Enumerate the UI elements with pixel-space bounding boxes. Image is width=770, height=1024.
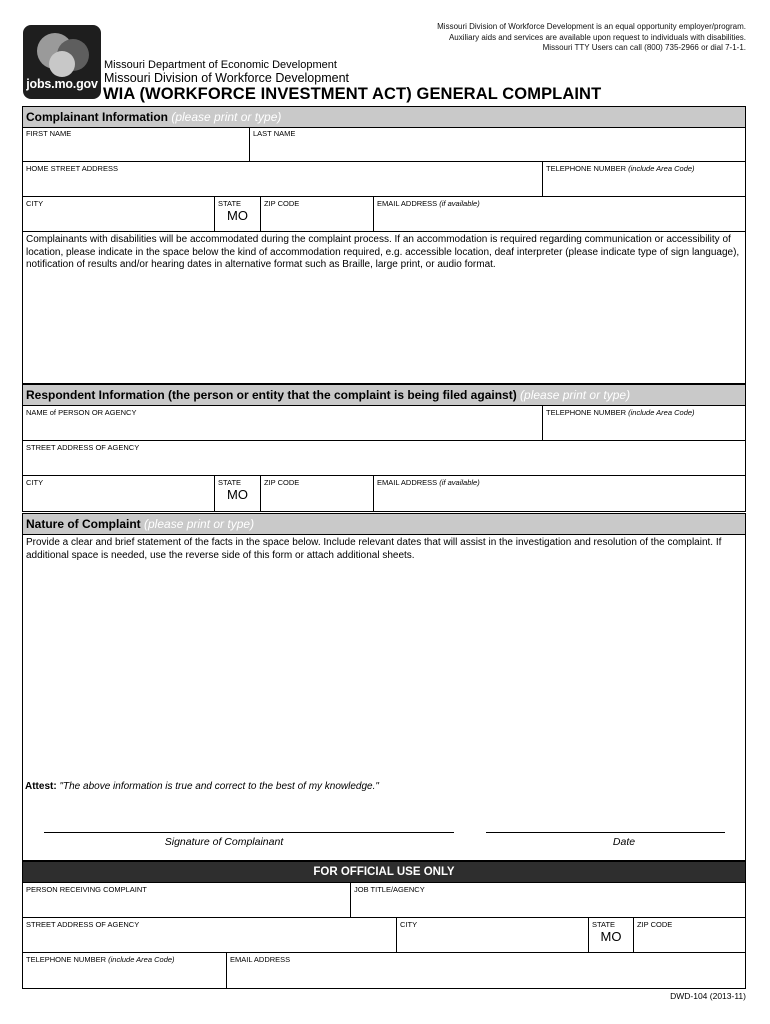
field-label: FIRST NAME: [26, 129, 72, 138]
city-row: [22, 197, 746, 232]
complaint-instructions: Provide a clear and brief statement of the facts in the space below. Include relevant dates that will assist in the investigation and resolution of the complaint. If additional space is needed, use the reverse side of this form or attach additional sheets.: [26, 537, 722, 561]
complainant-email-field[interactable]: [374, 197, 745, 231]
respondent-telephone-field[interactable]: [543, 406, 745, 440]
person-receiving-field[interactable]: [23, 883, 351, 917]
nature-section-header: [22, 513, 746, 535]
field-label: JOB TITLE/AGENCY: [354, 885, 425, 894]
respondent-city-row: [22, 476, 746, 512]
field-label: ZIP CODE: [264, 478, 300, 487]
home-address-field[interactable]: [23, 162, 543, 196]
state-value: MO: [600, 929, 622, 944]
official-city-field[interactable]: [397, 918, 589, 952]
respondent-section-header: [22, 384, 746, 406]
notice-line: Auxiliary aids and services are available upon request to individuals with disabilities.: [448, 32, 746, 42]
field-hint: (include Area Code): [628, 164, 695, 173]
complainant-city-field[interactable]: [23, 197, 215, 231]
respondent-name-row: [22, 406, 746, 441]
field-label: CITY: [26, 199, 44, 208]
section-title: Complainant Information: [26, 110, 168, 124]
respondent-email-field[interactable]: [374, 476, 745, 511]
field-hint: (if available): [439, 478, 480, 487]
state-value: MO: [227, 208, 248, 223]
name-row: [22, 127, 746, 162]
equal-opportunity-notice: [386, 22, 746, 54]
accommodation-instructions: Complainants with disabilities will be accommodated during the complaint process. If an accommodation is required regarding communication or accessibility of location, please indicate in the space below the kind of accommodation required, e.g. accessible location, deaf interpreter (please indicate type of sign language), notification of results and/or hearing dates in alternative format such as Braille, large print, or audio format.: [26, 234, 740, 270]
form-number: DWD-104 (2013-11): [670, 991, 746, 1001]
respondent-state-field[interactable]: [215, 476, 261, 511]
official-telephone-field[interactable]: [23, 953, 227, 988]
official-row-2: [22, 918, 746, 953]
official-street-field[interactable]: [23, 918, 397, 952]
field-label: PERSON RECEIVING COMPLAINT: [26, 885, 147, 894]
official-use-header: FOR OFFICIAL USE ONLY: [22, 861, 746, 883]
complainant-section-header: [22, 106, 746, 128]
field-label: HOME STREET ADDRESS: [26, 164, 118, 173]
field-label: EMAIL ADDRESS: [377, 199, 438, 208]
attest-text: "The above information is true and correct to the best of my knowledge.": [59, 781, 379, 792]
signature-label: Signature of Complainant: [164, 836, 284, 848]
respondent-street-field[interactable]: [22, 441, 746, 476]
section-hint: (please print or type): [144, 517, 255, 531]
field-label: STREET ADDRESS OF AGENCY: [26, 920, 140, 929]
field-label: EMAIL ADDRESS: [230, 955, 291, 964]
official-state-field[interactable]: [589, 918, 634, 952]
field-hint: (if available): [439, 199, 480, 208]
field-label: TELEPHONE NUMBER: [546, 408, 627, 417]
logo-text: jobs.mo.gov: [26, 77, 98, 91]
field-label: TELEPHONE NUMBER: [26, 955, 107, 964]
field-label: ZIP CODE: [264, 199, 300, 208]
accommodation-field[interactable]: [22, 232, 746, 384]
attest-label: Attest:: [25, 781, 57, 792]
official-email-field[interactable]: [227, 953, 745, 988]
field-label: LAST NAME: [253, 129, 296, 138]
field-hint: (include Area Code): [108, 955, 175, 964]
field-label: CITY: [400, 920, 418, 929]
complainant-zip-field[interactable]: [261, 197, 374, 231]
form-title: WIA (WORKFORCE INVESTMENT ACT) GENERAL COMPLAINT: [103, 85, 602, 103]
field-label: EMAIL ADDRESS: [377, 478, 438, 487]
first-name-field[interactable]: [23, 127, 250, 161]
field-label: ZIP CODE: [637, 920, 673, 929]
field-label: STREET ADDRESS OF AGENCY: [26, 443, 140, 452]
official-zip-field[interactable]: [634, 918, 745, 952]
section-hint: (please print or type): [171, 110, 282, 124]
division-name: Missouri Division of Workforce Development: [104, 71, 349, 85]
date-label: Date: [612, 836, 636, 848]
section-hint: (please print or type): [520, 388, 631, 402]
date-line[interactable]: [486, 832, 725, 833]
department-name: Missouri Department of Economic Development: [104, 59, 337, 71]
field-label: CITY: [26, 478, 44, 487]
field-label: STATE: [218, 199, 242, 208]
jobs-mo-gov-logo: [23, 25, 101, 99]
section-title: Nature of Complaint: [26, 517, 141, 531]
complainant-telephone-field[interactable]: [543, 162, 745, 196]
state-value: MO: [227, 487, 248, 502]
logo-circle-icon: [49, 51, 75, 77]
field-label: TELEPHONE NUMBER: [546, 164, 627, 173]
attest-statement: [25, 781, 379, 792]
address-row: [22, 162, 746, 197]
notice-line: Missouri Division of Workforce Development is an equal opportunity employer/program.: [437, 22, 746, 31]
notice-line: Missouri TTY Users can call (800) 735-2966 or dial 7-1-1.: [542, 43, 746, 52]
field-label: STATE: [592, 920, 616, 929]
respondent-name-field[interactable]: [23, 406, 543, 440]
official-row-1: [22, 883, 746, 918]
respondent-zip-field[interactable]: [261, 476, 374, 511]
complainant-state-field[interactable]: [215, 197, 261, 231]
field-label: NAME of PERSON OR AGENCY: [26, 408, 137, 417]
field-hint: (include Area Code): [628, 408, 695, 417]
job-title-field[interactable]: [351, 883, 745, 917]
last-name-field[interactable]: [250, 127, 745, 161]
signature-line[interactable]: [44, 832, 454, 833]
field-label: STATE: [218, 478, 242, 487]
official-row-3: [22, 953, 746, 989]
section-title: Respondent Information (the person or entity that the complaint is being filed against): [26, 388, 517, 402]
respondent-city-field[interactable]: [23, 476, 215, 511]
complaint-statement-field[interactable]: [22, 535, 746, 861]
